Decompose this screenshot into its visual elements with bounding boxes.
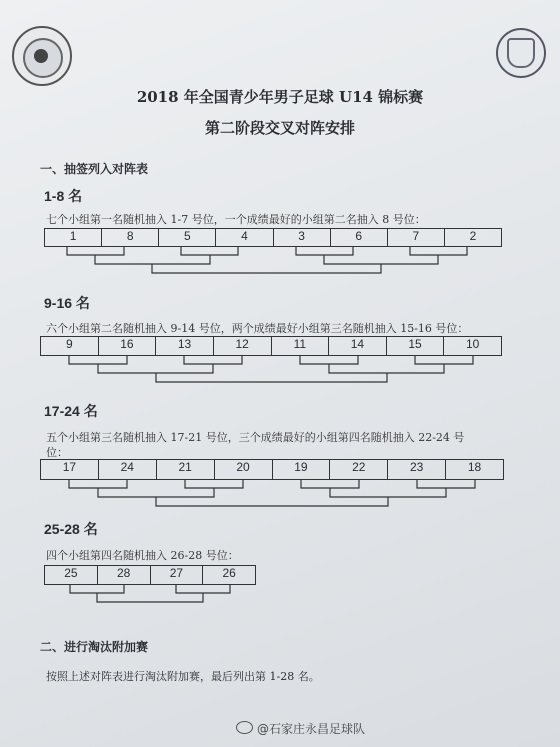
bracket-line: [95, 255, 210, 264]
watermark: [236, 720, 365, 737]
soccer-ball-icon: [34, 49, 48, 63]
slot-cell: 15: [387, 337, 445, 355]
bracket-line: [415, 356, 473, 364]
bracket-line: [300, 356, 358, 364]
slot-cell: 19: [273, 460, 331, 479]
slot-cell: 27: [151, 566, 204, 584]
doc-title: 2018 年全国青少年男子足球 U14 锦标赛: [136, 88, 424, 106]
slot-cell: 6: [331, 229, 388, 246]
bracket-line: [184, 356, 242, 364]
bracket-row-1-8: [44, 228, 502, 247]
group-label-25-28: 25-28 名: [44, 521, 98, 537]
slot-cell: 26: [222, 566, 236, 580]
group-label-17-24: 17-24 名: [44, 403, 98, 419]
slot-cell: 22: [330, 460, 388, 479]
bracket-line: [156, 373, 387, 382]
doc-subtitle: 第二阶段交叉对阵安排: [204, 119, 355, 137]
bracket-line: [301, 480, 359, 488]
slot-cell: 14: [329, 337, 387, 355]
group-desc-1-8: 七个小组第一名随机抽入 1-7 号位，一个成绩最好的小组第二名抽入 8 号位：: [46, 213, 426, 226]
group-desc-25-28: 四个小组第四名随机抽入 26-28 号位：: [46, 549, 239, 562]
bracket-line: [181, 247, 238, 255]
slot-cell: 13: [156, 337, 214, 355]
group-label-9-16: 9-16 名: [44, 295, 90, 311]
section-heading-draw: 一、抽签列入对阵表: [40, 162, 149, 176]
bracket-line: [69, 480, 127, 488]
bracket-line: [176, 585, 230, 593]
slot-cell: 11: [272, 337, 330, 355]
slot-cell: 16: [99, 337, 157, 355]
bracket-line: [70, 585, 124, 593]
slot-cell: 17: [41, 460, 99, 479]
slot-cell: 5: [159, 229, 216, 246]
slot-cell: 9: [41, 337, 99, 355]
slot-cell: 23: [388, 460, 446, 479]
slot-cell: 28: [98, 566, 151, 584]
bracket-line: [417, 480, 475, 488]
slot-cell: 25: [45, 566, 98, 584]
slot-cell: 7: [388, 229, 445, 246]
bracket-line: [67, 247, 124, 255]
slot-cell: 24: [99, 460, 157, 479]
sports-center-logo: [496, 28, 546, 78]
bracket-row-9-16: [40, 336, 502, 356]
bracket-line: [69, 356, 127, 364]
slot-cell: 4: [216, 229, 273, 246]
slot-cell: 8: [102, 229, 159, 246]
group-desc-17-24-cont: 位：: [46, 446, 68, 459]
group-desc-9-16: 六个小组第二名随机抽入 9-14 号位，两个成绩最好小组第三名随机抽入 15-16 号位：: [46, 322, 469, 335]
slot-cell: 21: [157, 460, 215, 479]
bracket-line: [98, 364, 213, 373]
bracket-row-17-24: [40, 459, 504, 480]
bracket-line: [410, 247, 467, 255]
bracket-line: [152, 264, 381, 273]
bracket-line: [329, 364, 444, 373]
bracket-line: [98, 488, 214, 497]
bracket-line: [324, 255, 438, 264]
slot-cell: 1: [45, 229, 102, 246]
slot-cell: 10: [466, 337, 480, 351]
bracket-line: [185, 480, 243, 488]
bracket-line: [296, 247, 353, 255]
bracket-line: [330, 488, 446, 497]
bracket-row-25-28: [44, 565, 256, 585]
football-association-logo: [12, 26, 72, 86]
playoff-note: 按照上述对阵表进行淘汰附加赛，最后列出第 1-28 名。: [46, 670, 320, 683]
slot-cell: 12: [214, 337, 272, 355]
slot-cell: 18: [467, 460, 482, 474]
bracket-line: [156, 497, 388, 506]
watermark-text: @石家庄永昌足球队: [257, 722, 366, 736]
bracket-line: [97, 593, 203, 602]
section-heading-playoff: 二、进行淘汰附加赛: [40, 640, 149, 654]
slot-cell: 3: [274, 229, 331, 246]
slot-cell: 2: [469, 229, 477, 243]
group-desc-17-24: 五个小组第三名随机抽入 17-21 号位，三个成绩最好的小组第四名随机抽入 22-24 号: [46, 431, 465, 444]
slot-cell: 20: [215, 460, 273, 479]
group-label-1-8: 1-8 名: [44, 188, 83, 204]
weibo-icon: [236, 721, 253, 734]
trophy-icon: [507, 38, 535, 68]
